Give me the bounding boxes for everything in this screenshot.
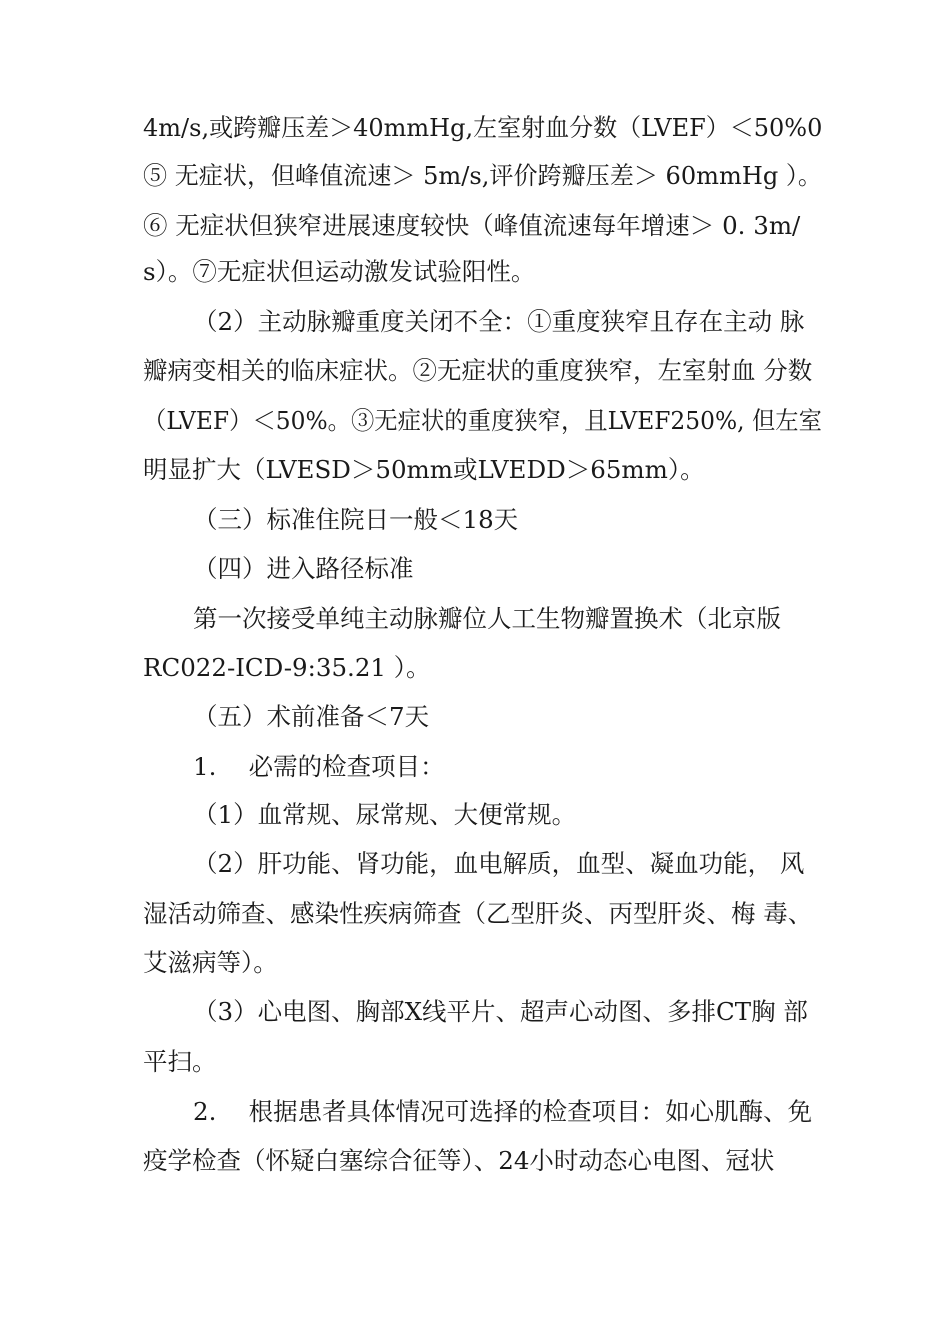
text-line-9: （三）标准住院日一般＜18天 [193,505,519,534]
text-line-20: 平扫。 [143,1047,217,1076]
text-line-16: （2）肝功能、肾功能，血电解质，血型、凝血功能， 风 [193,849,805,878]
text-line-10: （四）进入路径标准 [193,554,414,583]
text-line-12: RC022-ICD-9:35.21 ）。 [143,653,431,682]
text-line-18: 艾滋病等）。 [143,948,278,977]
text-line-14: 1. 必需的检查项目： [193,752,445,781]
text-line-22: 疫学检查（怀疑白塞综合征等）、24小时动态心电图、冠状 [143,1146,775,1175]
text-line-6: 瓣病变相关的临床症状。②无症状的重度狭窄，左室射血 分数 [143,356,813,385]
text-line-11: 第一次接受单纯主动脉瓣位人工生物瓣置换术（北京版 [193,604,781,633]
text-line-19: （3）心电图、胸部X线平片、超声心动图、多排CT胸 部 [193,997,808,1026]
text-line-2: ⑤ 无症状，但峰值流速＞ 5m/s,评价跨瓣压差＞ 60mmHg ）。 [143,161,823,190]
text-line-3: ⑥ 无症状但狭窄进展速度较快（峰值流速每年增速＞ 0. 3m/ [143,211,801,240]
text-line-5: （2）主动脉瓣重度关闭不全：①重度狭窄且存在主动 脉 [193,307,805,336]
text-line-8: 明显扩大（LVESD＞50mm或LVEDD＞65mm）。 [143,455,705,484]
text-line-15: （1）血常规、尿常规、大便常规。 [193,800,577,829]
text-line-17: 湿活动筛查、感染性疾病筛查（乙型肝炎、丙型肝炎、梅 毒、 [143,899,813,928]
text-line-13: （五）术前准备＜7天 [193,702,430,731]
text-line-1: 4m/s,或跨瓣压差＞40mmHg,左室射血分数（LVEF）＜50%0 [143,113,823,142]
text-line-21: 2. 根据患者具体情况可选择的检查项目：如心肌酶、免 [193,1097,813,1126]
text-line-7: （LVEF）＜50%。③无症状的重度狭窄，且LVEF250%, 但左室 [143,406,822,435]
text-line-4: s）。⑦无症状但运动激发试验阳性。 [143,257,536,286]
